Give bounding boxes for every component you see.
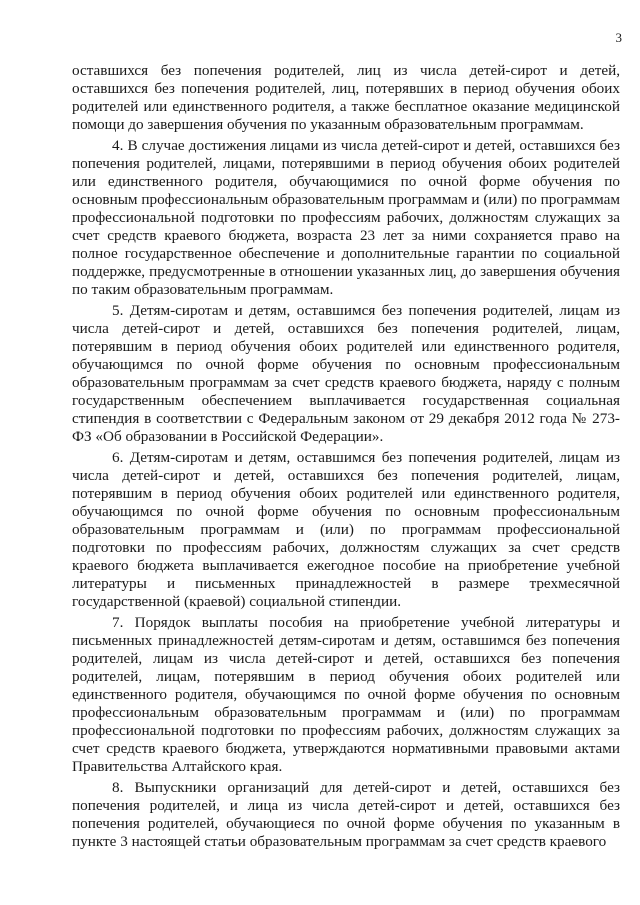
- paragraph-item-5: 5. Детям-сиротам и детям, оставшимся без попечения родителей, лицам из числа детей-сирот и детей, оставшихся без попечения родителей, лицам, потерявшим в период обучения обоих родителей или единственного родителя, обучающимся по очной форме обучения по основным профессиональным образовательным программам за счет средств краевого бюджета, наряду с полным государственным обеспечением выплачивается государственная социальная стипендия в соответствии с Федеральным законом от 29 декабря 2012 года № 273-ФЗ «Об образовании в Российской Федерации».: [72, 302, 620, 445]
- paragraph-item-8: 8. Выпускники организаций для детей-сирот и детей, оставшихся без попечения родителей, и лица из числа детей-сирот и детей, оставшихся без попечения родителей, обучающиеся по очной форме обучения по указанным в пункте 3 настоящей статьи образовательным программам за счет средств краевого: [72, 779, 620, 850]
- paragraph-continuation: оставшихся без попечения родителей, лиц из числа детей-сирот и детей, оставшихся без попечения родителей, лиц, потерявших в период обучения обоих родителей или единственного родителя, а также бесплатное оказание медицинской помощи до завершения обучения по указанным образовательным программам.: [72, 62, 620, 133]
- paragraph-item-7: 7. Порядок выплаты пособия на приобретение учебной литературы и письменных принадлежностей детям-сиротам и детям, оставшимся без попечения родителей, лицам из числа детей-сирот и детей, оставшихся без попечения родителей, лицам, потерявшим в период обучения обоих родителей или единственного родителя, обучающимся по очной форме обучения по основным профессиональным образовательным программам и (или) по программам профессиональной подготовки по профессиям рабочих, должностям служащих за счет средств краевого бюджета, утверждаются нормативными правовыми актами Правительства Алтайского края.: [72, 614, 620, 775]
- document-body: [72, 62, 620, 854]
- page-number: 3: [615, 30, 622, 45]
- paragraph-item-4: 4. В случае достижения лицами из числа детей-сирот и детей, оставшихся без попечения родителей, лицами, потерявшими в период обучения обоих родителей или единственного родителя, обучающимися по очной форме обучения по основным профессиональным образовательным программам и (или) по программам профессиональной подготовки по профессиям рабочих, должностям служащих за счет средств краевого бюджета, возраста 23 лет за ними сохраняется право на полное государственное обеспечение и дополнительные гарантии по социальной поддержке, предусмотренные в отношении указанных лиц, до завершения обучения по таким образовательным программам.: [72, 137, 620, 298]
- paragraph-item-6: 6. Детям-сиротам и детям, оставшимся без попечения родителей, лицам из числа детей-сирот и детей, оставшихся без попечения родителей, лицам, потерявшим в период обучения обоих родителей или единственного родителя, обучающимся по очной форме обучения по основным профессиональным образовательным программам и (или) по программам профессиональной подготовки по профессиям рабочих, должностям служащих за счет средств краевого бюджета выплачивается ежегодное пособие на приобретение учебной литературы и письменных принадлежностей в размере трехмесячной государственной (краевой) социальной стипендии.: [72, 449, 620, 610]
